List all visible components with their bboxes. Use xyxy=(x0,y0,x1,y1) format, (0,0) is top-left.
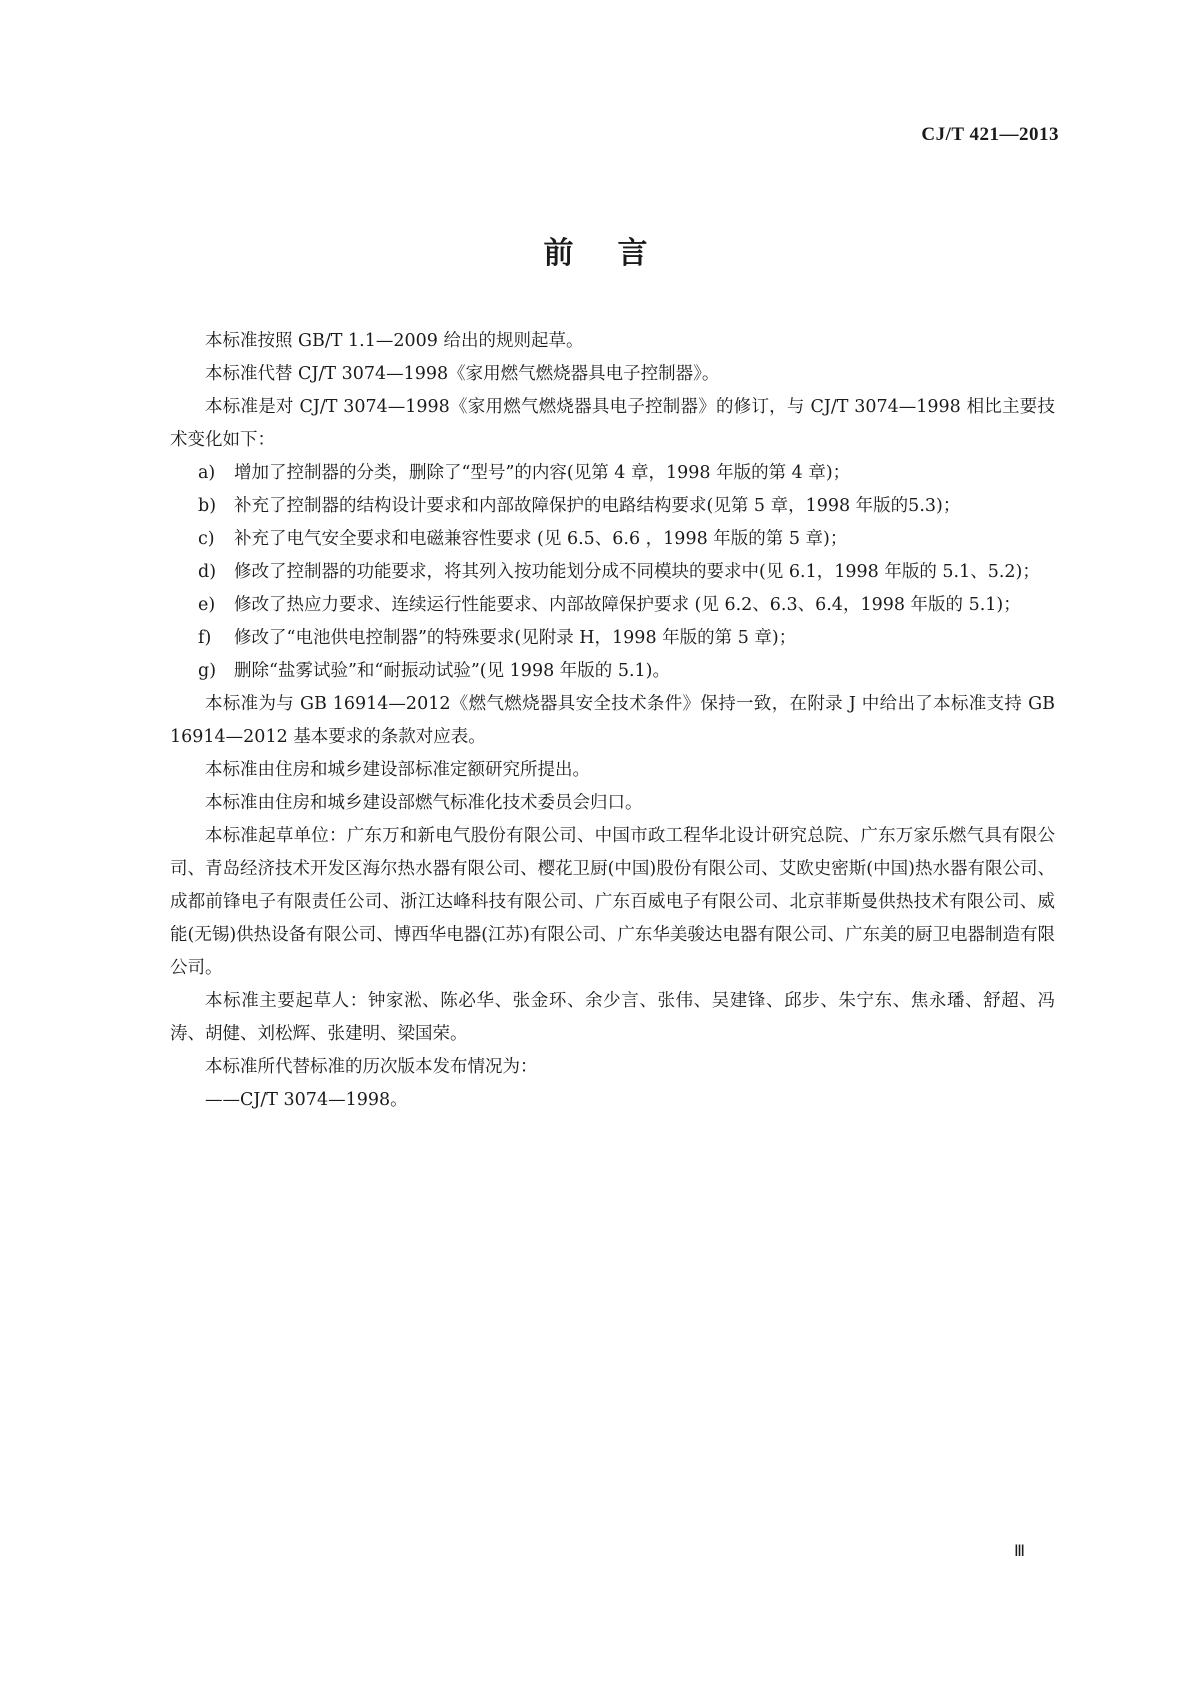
paragraph-revision-summary: 本标准是对 CJ/T 3074—1998《家用燃气燃烧器具电子控制器》的修订，与 CJ/T 3074—1998 相比主要技术变化如下： xyxy=(170,397,1055,450)
list-item-text: 增加了控制器的分类，删除了“型号”的内容(见第 4 章，1998 年版的第 4 章)； xyxy=(234,463,851,483)
list-item xyxy=(170,556,1055,589)
page-title: 前言 xyxy=(543,236,692,271)
page-number: Ⅲ xyxy=(1013,1541,1025,1560)
list-item-label: g) xyxy=(198,661,217,681)
history-item: ——CJ/T 3074—1998。 xyxy=(205,1090,408,1110)
paragraph-drafting-rules: 本标准按照 GB/T 1.1—2009 给出的规则起草。 xyxy=(205,331,584,351)
paragraph-main-drafters: 本标准主要起草人：钟家淞、陈必华、张金环、余少言、张伟、吴建锋、邱步、朱宁东、焦永璠、舒超、冯涛、胡健、刘松辉、张建明、梁国荣。 xyxy=(170,991,1055,1044)
list-item-label: c) xyxy=(198,529,215,549)
list-item-text: 补充了电气安全要求和电磁兼容性要求 (见 6.5、6.6 ，1998 年版的第 5 章)； xyxy=(234,529,848,549)
paragraph-proposed-by: 本标准由住房和城乡建设部标准定额研究所提出。 xyxy=(205,760,590,780)
list-item-text: 删除“盐雾试验”和“耐振动试验”(见 1998 年版的 5.1)。 xyxy=(234,661,670,681)
list-item xyxy=(170,655,1055,688)
list-item-text: 修改了热应力要求、连续运行性能要求、内部故障保护要求 (见 6.2、6.3、6.4，1998 年版的 5.1)； xyxy=(234,595,1021,615)
list-item xyxy=(170,457,1055,490)
list-item-label: f) xyxy=(198,628,212,648)
paragraph-consistency: 本标准为与 GB 16914—2012《燃气燃烧器具安全技术条件》保持一致，在附录 J 中给出了本标准支持 GB 16914—2012 基本要求的条款对应表。 xyxy=(170,694,1055,747)
standard-code: CJ/T 421—2013 xyxy=(921,124,1059,145)
list-item xyxy=(170,622,1055,655)
list-item-text: 补充了控制器的结构设计要求和内部故障保护的电路结构要求(见第 5 章，1998 年版的5.3)； xyxy=(234,496,961,516)
list-item xyxy=(170,490,1055,523)
list-item-label: a) xyxy=(198,463,216,483)
paragraph-replaces: 本标准代替 CJ/T 3074—1998《家用燃气燃烧器具电子控制器》。 xyxy=(205,364,720,384)
document-body xyxy=(170,325,1055,1117)
list-item-label: d) xyxy=(198,562,217,582)
list-item-text: 修改了“电池供电控制器”的特殊要求(见附录 H，1998 年版的第 5 章)； xyxy=(234,628,797,648)
paragraph-administered-by: 本标准由住房和城乡建设部燃气标准化技术委员会归口。 xyxy=(205,793,643,813)
list-item-text: 修改了控制器的功能要求，将其列入按功能划分成不同模块的要求中(见 6.1，1998 年版的 5.1、5.2)； xyxy=(234,562,1040,582)
paragraph-drafting-organizations: 本标准起草单位：广东万和新电气股份有限公司、中国市政工程华北设计研究总院、广东万家乐燃气具有限公司、青岛经济技术开发区海尔热水器有限公司、樱花卫厨(中国)股份有限公司、艾欧史密斯(中国)热水器有限公司、成都前锋电子有限责任公司、浙江达峰科技有限公司、广东百威电子有限公司、北京菲斯曼供热技术有限公司、威能(无锡)供热设备有限公司、博西华电器(江苏)有限公司、广东华美骏达电器有限公司、广东美的厨卫电器制造有限公司。 xyxy=(170,826,1055,978)
list-item-label: e) xyxy=(198,595,216,615)
paragraph-history-intro: 本标准所代替标准的历次版本发布情况为： xyxy=(205,1057,538,1077)
list-item-label: b) xyxy=(198,496,217,516)
list-item xyxy=(170,523,1055,556)
list-item xyxy=(170,589,1055,622)
